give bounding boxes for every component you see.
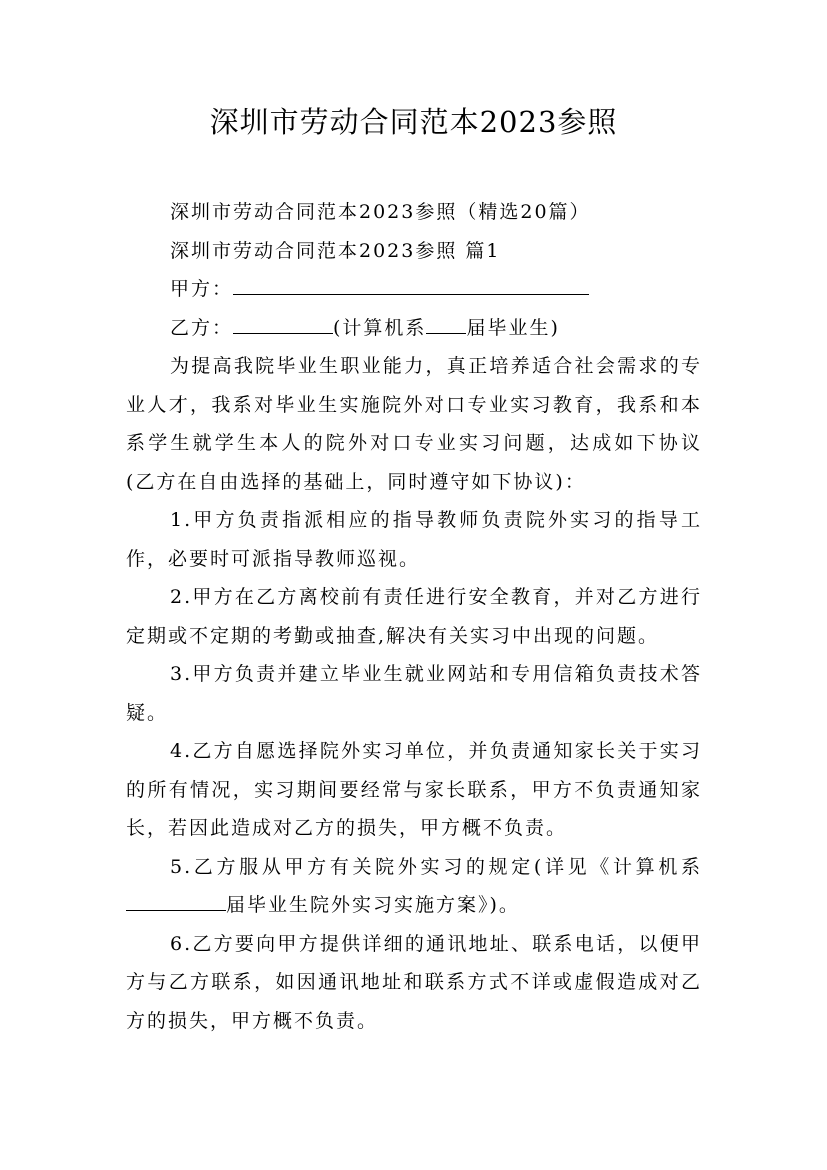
intro-paragraph: 为提高我院毕业生职业能力，真正培养适合社会需求的专业人才，我系对毕业生实施院外对口专业实习教育，我系和本系学生就学生本人的院外对口专业实习问题，达成如下协议(乙方在自由选择的基础上，同时遵守如下协议)： xyxy=(126,355,702,493)
party-b-blank xyxy=(233,315,333,334)
clause-5-blank xyxy=(126,892,226,911)
party-a-blank xyxy=(233,276,589,295)
clause-1: 1.甲方负责指派相应的指导教师负责院外实习的指导工作，必要时可派指导教师巡视。 xyxy=(126,509,702,570)
part-heading: 深圳市劳动合同范本2023参照 篇1 xyxy=(170,239,501,262)
document-title: 深圳市劳动合同范本2023参照 xyxy=(209,105,618,139)
subtitle: 深圳市劳动合同范本2023参照（精选20篇） xyxy=(170,201,591,223)
graduation-year-blank xyxy=(426,315,466,334)
party-a-label: 甲方： xyxy=(170,278,234,300)
clause-5 xyxy=(126,848,702,925)
party-a-line xyxy=(126,270,702,309)
party-b-note-open: (计算机系 xyxy=(333,316,427,339)
clause-5-prefix: 5.乙方服从甲方有关院外实习的规定(详见《计算机系 xyxy=(170,855,702,878)
party-b-label: 乙方： xyxy=(170,316,234,339)
clause-3: 3.甲方负责并建立毕业生就业网站和专用信箱负责技术答疑。 xyxy=(126,663,702,724)
document-body xyxy=(126,193,702,1040)
party-b-note-close: 届毕业生) xyxy=(466,316,560,339)
clause-2: 2.甲方在乙方离校前有责任进行安全教育，并对乙方进行定期或不定期的考勤或抽查,解决有关实习中出现的问题。 xyxy=(126,586,702,647)
clause-5-suffix: 届毕业生院外实习实施方案》)。 xyxy=(226,894,520,916)
clause-6: 6.乙方要向甲方提供详细的通讯地址、联系电话，以便甲方与乙方联系，如因通讯地址和联系方式不详或虚假造成对乙方的损失，甲方概不负责。 xyxy=(126,932,702,1032)
clause-4: 4.乙方自愿选择院外实习单位，并负责通知家长关于实习的所有情况，实习期间要经常与家长联系，甲方不负责通知家长，若因此造成对乙方的损失，甲方概不负责。 xyxy=(126,740,702,839)
party-b-line xyxy=(126,309,702,348)
